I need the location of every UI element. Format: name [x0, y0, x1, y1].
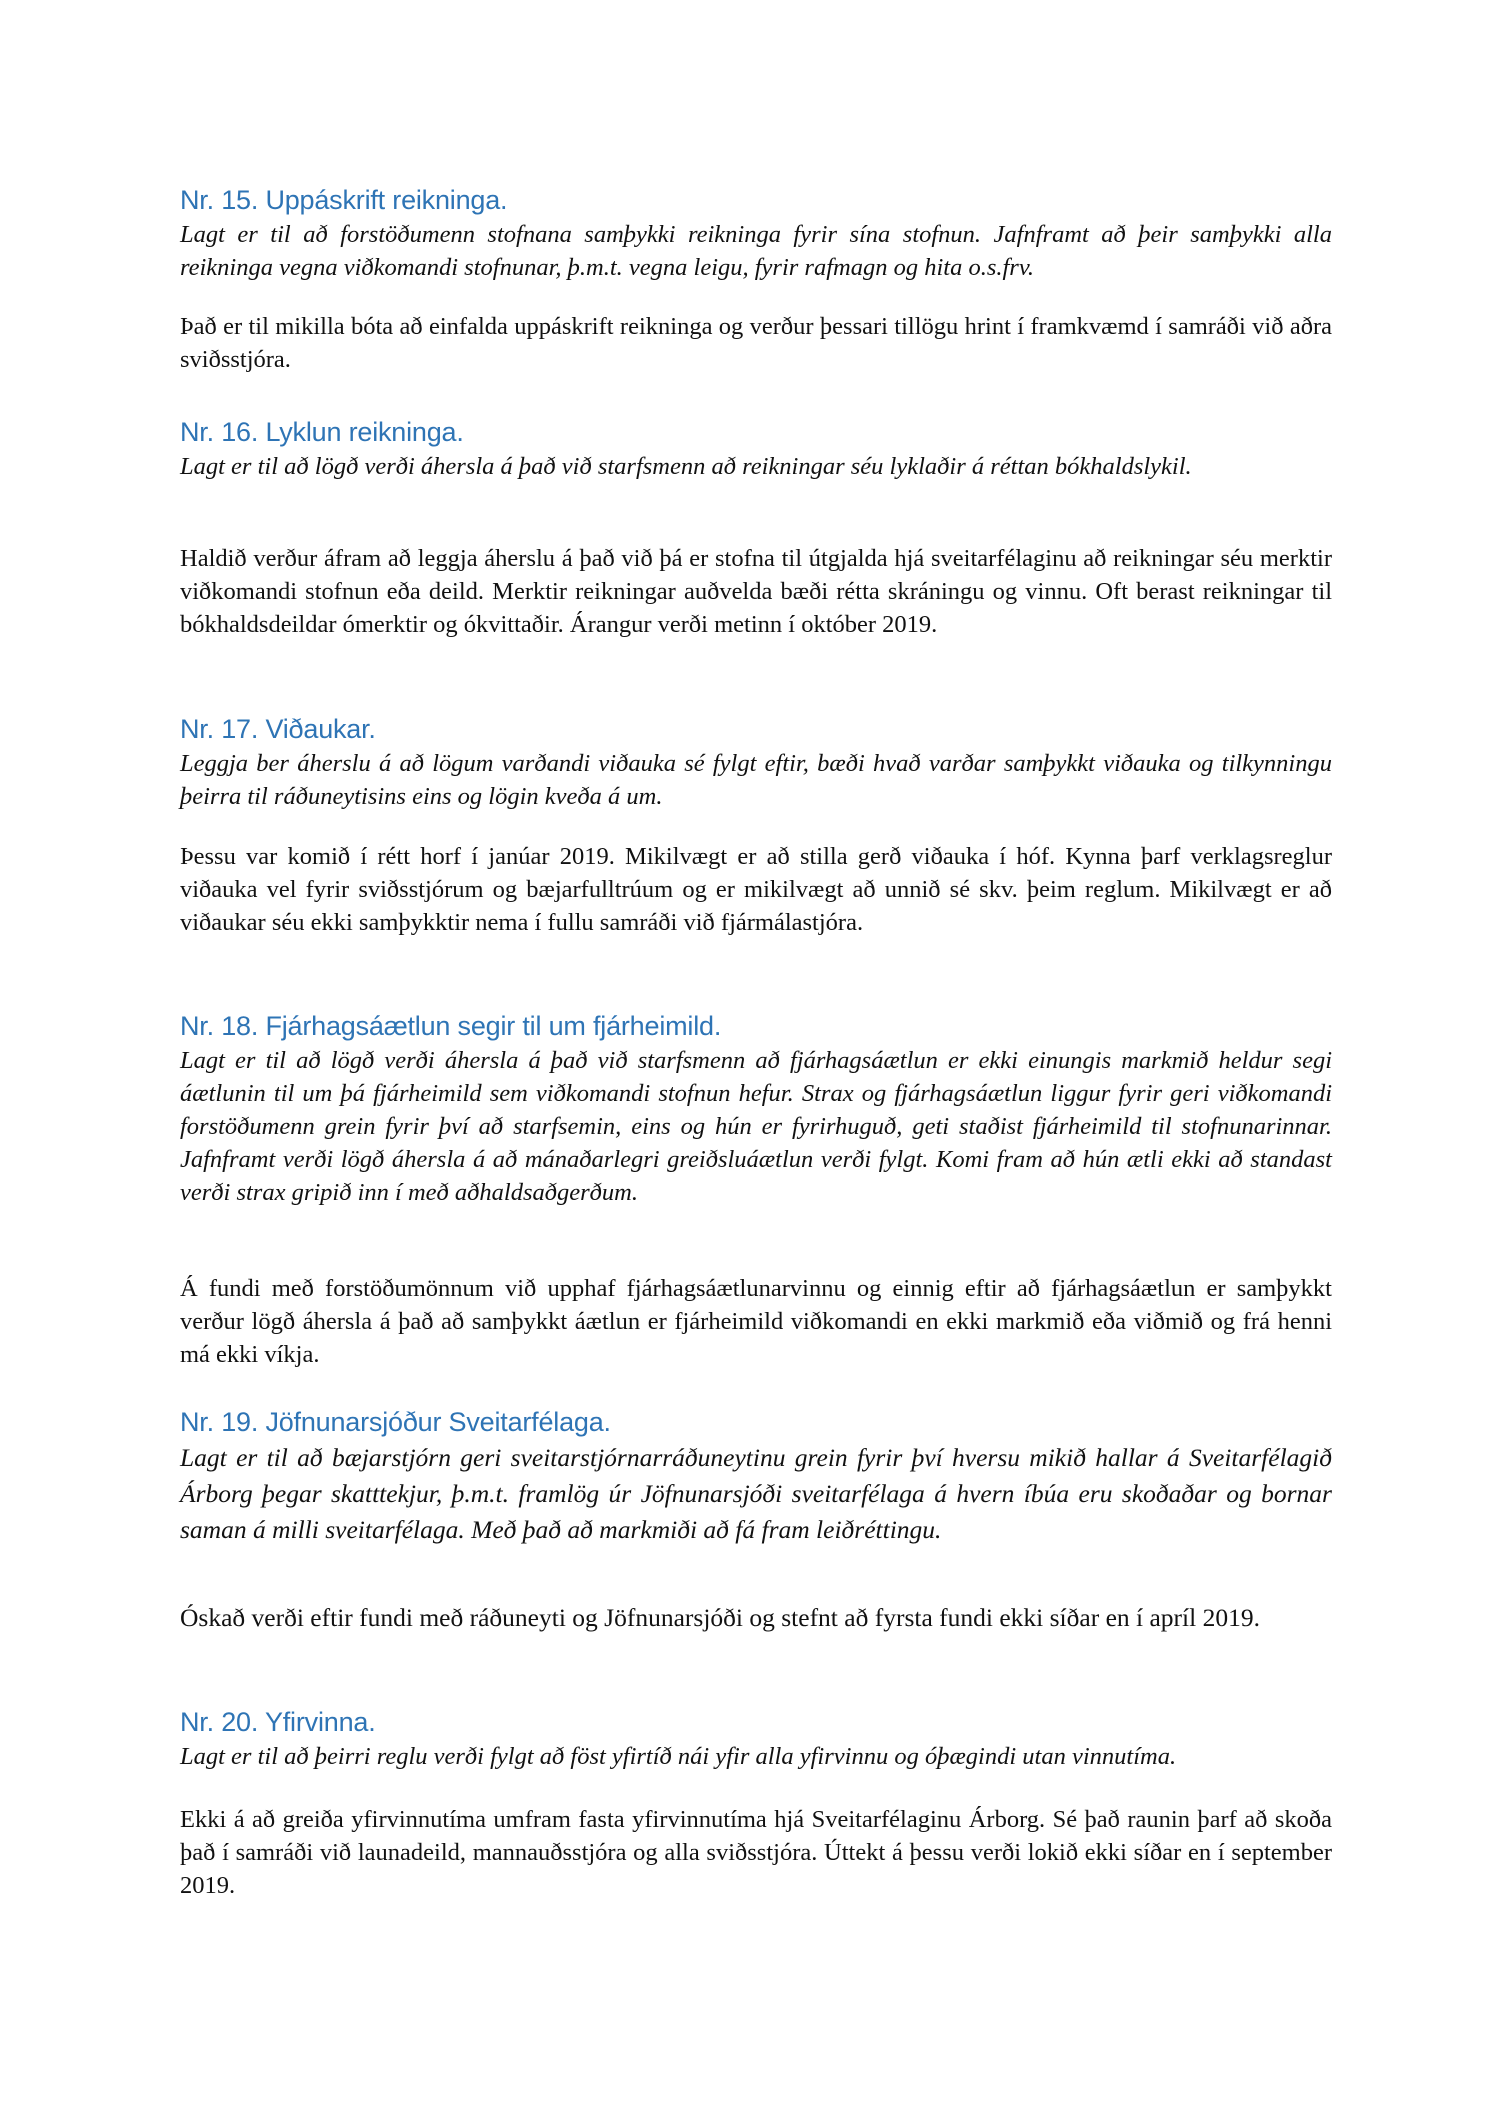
section-15-heading: Nr. 15. Uppáskrift reikninga. [180, 185, 508, 215]
section-20-proposal: Lagt er til að þeirri reglu verði fylgt að föst yfirtíð nái yfir alla yfirvinnu og óþægindi utan vinnutíma. [180, 1743, 1177, 1770]
section-19-proposal: Lagt er til að bæjarstjórn geri sveitarstjórnarráðuneytinu grein fyrir því hversu mikið hallar á Sveitarfélagið Árborg þegar skatttekjur, þ.m.t. framlög úr Jöfnunarsjóði sveitarfélaga á hvern íbúa eru skoðaðar og bornar saman á milli sveitarfélaga. Með það að markmiði að fá fram leiðréttingu. [180, 1443, 1332, 1544]
section-15-response: Það er til mikilla bóta að einfalda uppáskrift reikninga og verður þessari tillögu hrint í framkvæmd í samráði við aðra sviðsstjóra. [180, 313, 1332, 373]
section-20-heading: Nr. 20. Yfirvinna. [180, 1707, 376, 1737]
section-16-proposal: Lagt er til að lögð verði áhersla á það við starfsmenn að reikningar séu lyklaðir á réttan bókhaldslykil. [180, 453, 1192, 480]
section-15-proposal: Lagt er til að forstöðumenn stofnana samþykki reikninga fyrir sína stofnun. Jafnframt að þeir samþykki alla reikninga vegna viðkomandi stofnunar, þ.m.t. vegna leigu, fyrir rafmagn og hita o.s.frv. [180, 221, 1332, 281]
section-18-response: Á fundi með forstöðumönnum við upphaf fjárhagsáætlunarvinnu og einnig eftir að fjárhagsáætlun er samþykkt verður lögð áhersla á það að samþykkt áætlun er fjárheimild viðkomandi en ekki markmið eða viðmið og frá henni má ekki víkja. [180, 1275, 1332, 1368]
section-17-proposal: Leggja ber áherslu á að lögum varðandi viðauka sé fylgt eftir, bæði hvað varðar samþykkt viðauka og tilkynningu þeirra til ráðuneytisins eins og lögin kveða á um. [180, 750, 1332, 810]
section-18-heading: Nr. 18. Fjárhagsáætlun segir til um fjárheimild. [180, 1011, 722, 1041]
section-20-response: Ekki á að greiða yfirvinnutíma umfram fasta yfirvinnutíma hjá Sveitarfélaginu Árborg. Sé það raunin þarf að skoða það í samráði við launadeild, mannauðsstjóra og alla sviðsstjóra. Úttekt á þessu verði lokið ekki síðar en í september 2019. [180, 1806, 1332, 1899]
section-16-response: Haldið verður áfram að leggja áherslu á það við þá er stofna til útgjalda hjá sveitarfélaginu að reikningar séu merktir viðkomandi stofnun eða deild. Merktir reikningar auðvelda bæði rétta skráningu og vinnu. Oft berast reikningar til bókhaldsdeildar ómerktir og ókvittaðir. Árangur verði metinn í október 2019. [180, 545, 1332, 638]
section-17-response: Þessu var komið í rétt horf í janúar 2019. Mikilvægt er að stilla gerð viðauka í hóf. Kynna þarf verklagsreglur viðauka vel fyrir sviðsstjórum og bæjarfulltrúum og er mikilvægt að unnið sé skv. þeim reglum. Mikilvægt er að viðaukar séu ekki samþykktir nema í fullu samráði við fjármálastjóra. [180, 843, 1332, 936]
section-19-heading: Nr. 19. Jöfnunarsjóður Sveitarfélaga. [180, 1407, 611, 1437]
section-18-proposal: Lagt er til að lögð verði áhersla á það við starfsmenn að fjárhagsáætlun er ekki einungis markmið heldur segi áætlunin til um þá fjárheimild sem viðkomandi stofnun hefur. Strax og fjárhagsáætlun liggur fyrir geri viðkomandi forstöðumenn grein fyrir því að starfsemin, eins og hún er fyrirhuguð, geti staðist fjárheimild til stofnunarinnar. Jafnframt verði lögð áhersla á að mánaðarlegri greiðsluáætlun verði fylgt. Komi fram að hún ætli ekki að standast verði strax gripið inn í með aðhaldsaðgerðum. [180, 1047, 1332, 1206]
section-19-response: Óskað verði eftir fundi með ráðuneyti og Jöfnunarsjóði og stefnt að fyrsta fundi ekki síðar en í apríl 2019. [180, 1603, 1260, 1632]
section-17-heading: Nr. 17. Viðaukar. [180, 714, 376, 744]
section-16-heading: Nr. 16. Lyklun reikninga. [180, 417, 464, 447]
